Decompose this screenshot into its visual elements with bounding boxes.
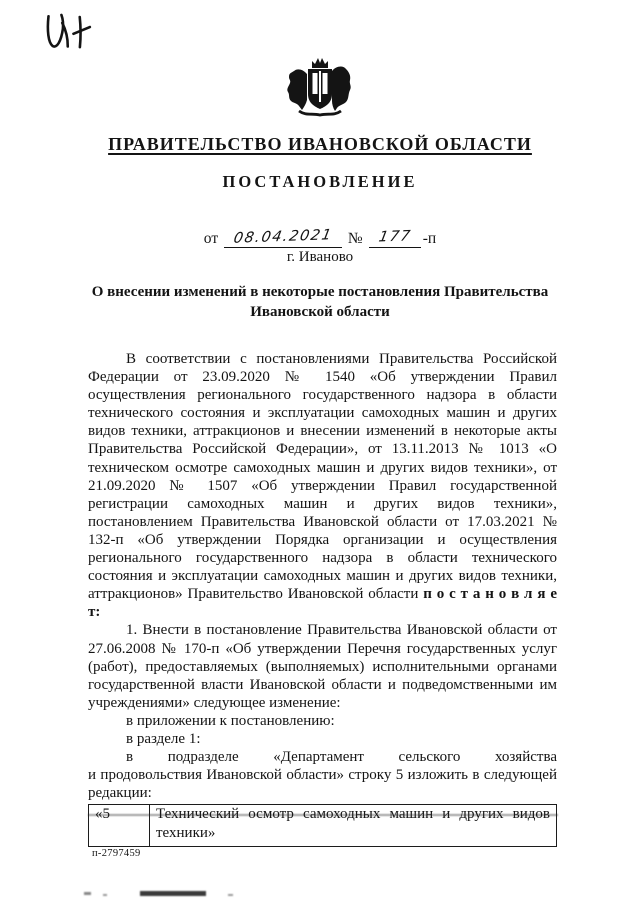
coat-of-arms-icon xyxy=(286,56,354,127)
date-field xyxy=(224,228,342,248)
paragraph-annex: в приложении к постановлению: xyxy=(126,712,335,729)
paragraph-section: в разделе 1: xyxy=(126,730,201,747)
preamble-text: В соответствии с постановлениями Правительства Российской Федерации от 23.09.2020 № 1540 «Об утверждении Правил осуществления регионального государственного надзора в области технического состояния и эксплуатации самоходных машин и других видов техники, аттракционов и внесении изменений в некоторые акты Правительства Российской Федерации», от 13.11.2013 № 1013 «О техническом осмотре самоходных машин и других видов техники», от 21.09.2020 № 1507 «Об утверждении Правил государственной регистрации самоходных машин и других видов техники», постановлением Правительства Ивановской области от 17.03.2021 № 132-п «Об утверждении Порядка организации и осуществления регионального государственного надзора в области технического состояния и эксплуатации самоходных машин и других видов техники, аттракционов» Правительство Ивановской области xyxy=(88,351,557,603)
date-number-line xyxy=(0,228,640,248)
paragraph-preamble xyxy=(88,350,557,621)
handwritten-number: 177 xyxy=(377,228,413,246)
scan-artifact xyxy=(103,894,107,896)
document-type-title: ПОСТАНОВЛЕНИЕ xyxy=(222,172,418,191)
number-suffix: -п xyxy=(422,230,437,247)
paragraph-subsection-line1: в подразделе «Департамент сельского хозяйства xyxy=(126,749,557,766)
table-cell-row-number: «5 xyxy=(89,805,150,847)
handwritten-mark-icon xyxy=(37,0,104,60)
handwritten-date: 08.04.2021 xyxy=(232,227,334,247)
amendment-table xyxy=(88,804,557,847)
scan-artifact xyxy=(140,891,206,896)
table-cell-service-name: Технический осмотр самоходных машин и других видов техники» xyxy=(150,805,557,847)
resolves-verb: п о с т а н о в л я е т: xyxy=(88,586,557,621)
date-label: от xyxy=(203,230,219,247)
scan-table-shadow xyxy=(88,814,558,816)
scan-artifact xyxy=(228,894,233,896)
number-label: № xyxy=(347,230,363,247)
org-title: ПРАВИТЕЛЬСТВО ИВАНОВСКОЙ ОБЛАСТИ xyxy=(108,134,532,154)
number-field xyxy=(369,228,421,248)
paragraph-item-1: 1. Внести в постановление Правительства Ивановской области от 27.06.2008 № 170-п «Об утверждении Перечня государственных услуг (работ), предоставляемых (выполняемых) исполнительными органами государственной власти Ивановской области и подведомственными им учреждениями» следующее изменение: xyxy=(88,622,557,711)
document-subject: О внесении изменений в некоторые постановления Правительства Ивановской области xyxy=(91,284,549,320)
document-body xyxy=(88,350,557,847)
city-line: г. Иваново xyxy=(286,249,354,265)
document-code: п-2797459 xyxy=(92,848,141,859)
table-row xyxy=(89,805,557,847)
paragraph-subsection-line2: и продовольствия Ивановской области» строку 5 изложить в следующей редакции: xyxy=(88,767,557,802)
scan-artifact xyxy=(84,892,91,895)
